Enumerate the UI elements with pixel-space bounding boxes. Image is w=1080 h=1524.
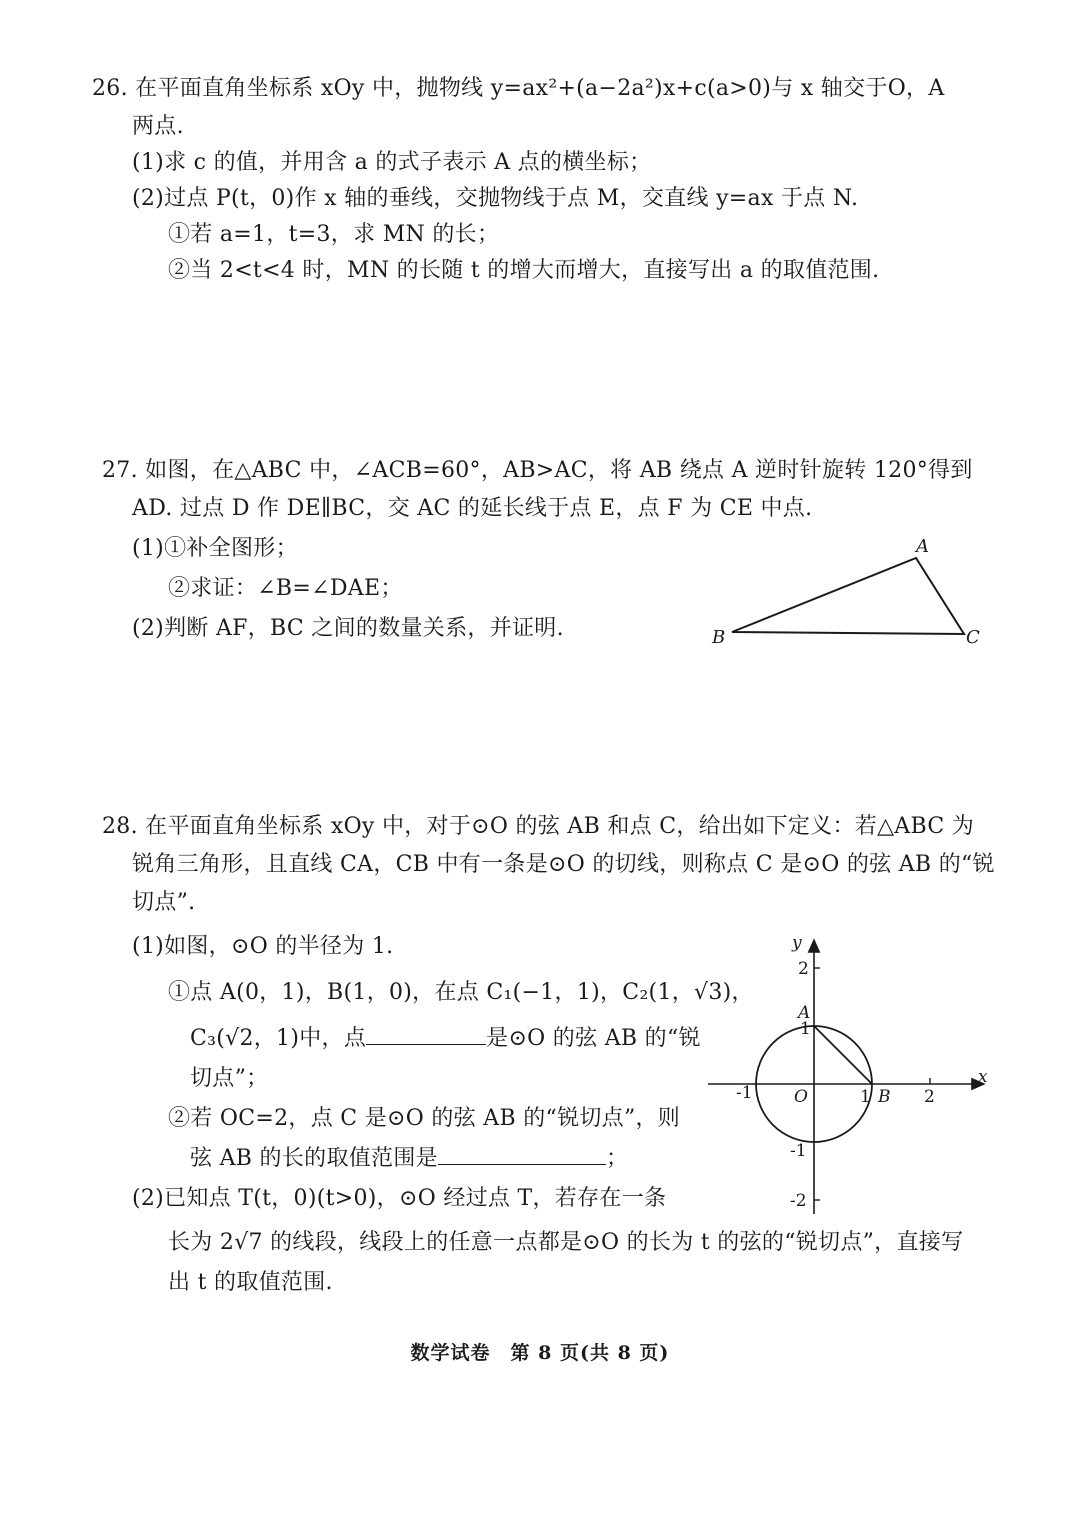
q27-triangle-figure (700, 530, 1000, 660)
q27-stem-line2: AD. 过点 D 作 DE∥BC，交 AC 的延长线于点 E，点 F 为 CE 中点. (132, 496, 813, 521)
q28-part1-sub1-line3: 切点”； (190, 1066, 269, 1091)
origin-label: O (794, 1087, 808, 1107)
axis-label-x: x (978, 1067, 988, 1087)
q26-part2-sub2: ②当 2<t<4 时，MN 的长随 t 的增大而增大，直接写出 a 的取值范围. (168, 258, 880, 283)
triangle-abc (732, 558, 964, 634)
answer-blank-2[interactable] (438, 1144, 606, 1165)
q27-part1-sub2: ②求证：∠B=∠DAE； (168, 576, 403, 601)
q28-part1-sub2-line2 (190, 1144, 628, 1174)
tick-label-x-2: 2 (924, 1087, 935, 1107)
q26-stem-line2: 两点. (132, 114, 184, 139)
q28-stem-line1: 28. 在平面直角坐标系 xOy 中，对于⊙O 的弦 AB 和点 C，给出如下定义：若△ABC 为 (102, 814, 975, 839)
q28-part1-sub1-line2 (190, 1024, 701, 1054)
tick-label-y-neg1: -1 (790, 1141, 807, 1161)
q28-part1-sub2-text-a: 弦 AB 的长的取值范围是 (190, 1146, 438, 1171)
vertex-label-c: C (966, 627, 980, 648)
q28-part1-sub2-line1: ②若 OC=2，点 C 是⊙O 的弦 AB 的“锐切点”，则 (168, 1106, 681, 1131)
q26-part2-sub1: ①若 a=1，t=3，求 MN 的长； (168, 222, 500, 247)
q28-part2-line3: 出 t 的取值范围. (168, 1270, 333, 1295)
q28-part1: (1)如图，⊙O 的半径为 1. (132, 934, 394, 959)
q28-stem-line2: 锐角三角形，且直线 CA，CB 中有一条是⊙O 的切线，则称点 C 是⊙O 的弦 AB 的“锐 (132, 852, 995, 877)
tick-label-y-1: 1 (800, 1019, 811, 1039)
q28-part2-line2: 长为 2√7 的线段，线段上的任意一点都是⊙O 的长为 t 的弦的“锐切点”，直接写 (168, 1230, 964, 1255)
point-label-a: A (798, 1003, 811, 1023)
q26-part1: (1)求 c 的值，并用含 a 的式子表示 A 点的横坐标； (132, 150, 652, 175)
q27-part1-sub1: (1)①补全图形； (132, 536, 298, 561)
tick-label-y-2: 2 (798, 959, 809, 979)
answer-blank-1[interactable] (366, 1024, 486, 1045)
point-label-b: B (878, 1087, 891, 1107)
q26-stem-line1: 26. 在平面直角坐标系 xOy 中，抛物线 y=ax²+(a−2a²)x+c(a>0)与 x 轴交于O，A (92, 76, 945, 101)
q28-part1-sub1-text-b: 是⊙O 的弦 AB 的“锐 (486, 1026, 701, 1051)
tick-label-x-neg1: -1 (736, 1083, 753, 1103)
vertex-label-b: B (712, 627, 726, 648)
q27-stem-line1: 27. 如图，在△ABC 中，∠ACB=60°，AB>AC，将 AB 绕点 A 逆时针旋转 120°得到 (102, 458, 973, 483)
q28-stem-line3: 切点”. (132, 890, 196, 915)
tick-label-y-neg2: -2 (790, 1191, 807, 1211)
q27-part2: (2)判断 AF，BC 之间的数量关系，并证明. (132, 616, 564, 641)
q28-part1-sub2-text-b: ； (605, 1146, 629, 1171)
axis-label-y: y (792, 933, 802, 953)
q28-coordinate-figure (700, 930, 1000, 1220)
tick-label-x-1: 1 (860, 1087, 871, 1107)
q28-part1-sub1-line1: ①点 A(0，1)，B(1，0)，在点 C₁(−1，1)，C₂(1，√3)， (168, 980, 754, 1005)
q28-part1-sub1-text-a: C₃(√2，1)中，点 (190, 1026, 367, 1051)
vertex-label-a: A (916, 536, 929, 557)
q28-part2-line1: (2)已知点 T(t，0)(t>0)，⊙O 经过点 T，若存在一条 (132, 1186, 667, 1211)
q26-part2: (2)过点 P(t，0)作 x 轴的垂线，交抛物线于点 M，交直线 y=ax 于点 N. (132, 186, 859, 211)
page-footer: 数学试卷 第 8 页(共 8 页) (410, 1342, 670, 1364)
